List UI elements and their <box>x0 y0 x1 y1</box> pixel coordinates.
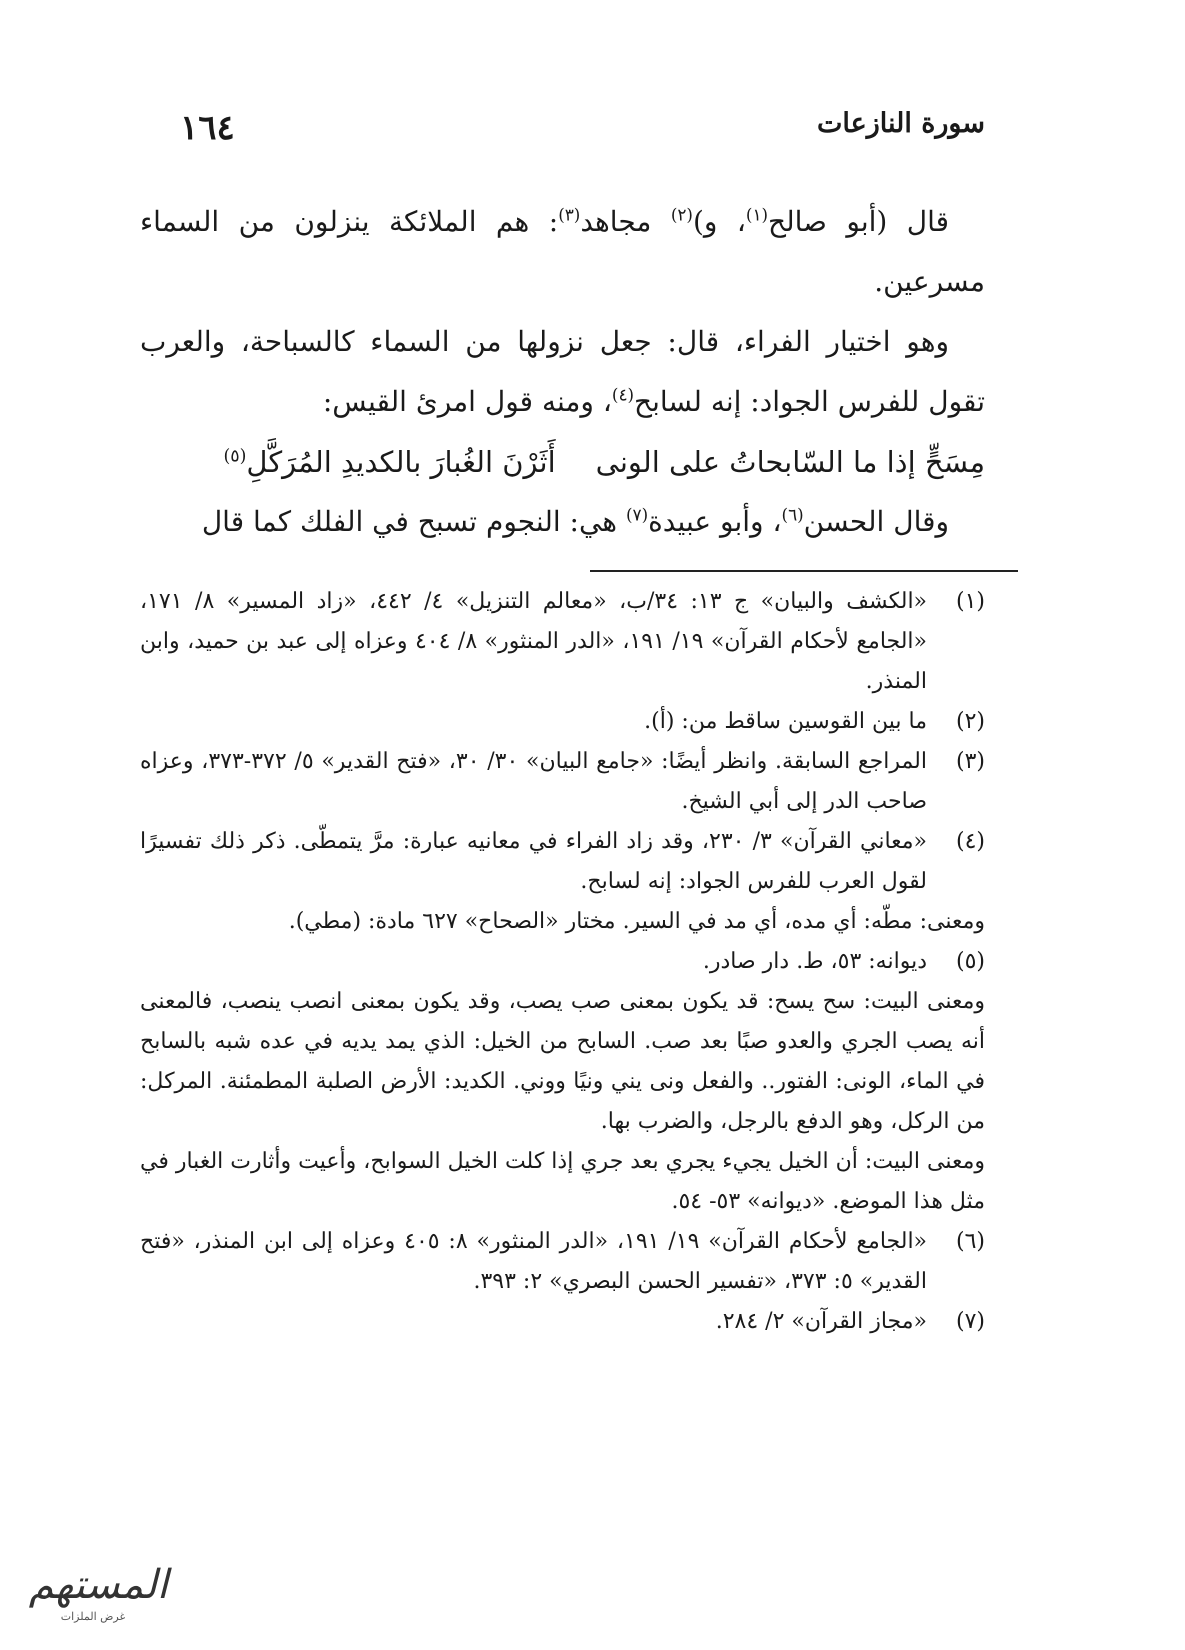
text-run: مجاهد <box>580 205 671 238</box>
text-run: أَثَرْنَ الغُبارَ بالكديدِ المُرَكَّلِ <box>246 445 556 479</box>
footnote-number: (١) <box>955 589 985 614</box>
text-run: : هم الملائكة ينزلون من السماء مسرعين. <box>140 205 985 298</box>
text-run: وهو اختيار الفراء، قال: جعل نزولها من السماء كالسباحة، والعرب تقول للفرس الجواد: إنه لسابح <box>140 325 985 418</box>
footnotes <box>140 582 985 1342</box>
footnote-number: (٦) <box>955 1229 985 1254</box>
text-run: ، ومنه قول امرئ القيس: <box>322 385 612 418</box>
footnote-text: «مجاز القرآن» ٢/ ٢٨٤. <box>715 1309 927 1334</box>
logo-caption: غرض الملزات <box>60 1610 126 1623</box>
verse-first-hemistich: مِسَحٍّ إذا ما السّابحاتُ على الونى <box>595 445 985 479</box>
text-run: قال (أبو صالح <box>768 205 950 238</box>
publisher-logo <box>18 1560 168 1630</box>
footnote-2 <box>140 702 985 742</box>
footnote-5-continuation-2: ومعنى البيت: أن الخيل يجيء يجري بعد جري إذا كلت الخيل السوابح، وأعيت وأثارت الغبار في مثل هذا الموضع. «ديوانه» ٥٣- ٥٤. <box>140 1149 985 1214</box>
text-run: ، وأبو عبيدة <box>648 505 782 538</box>
footnote-6 <box>140 1222 985 1302</box>
footnote-ref-7: (٧) <box>625 504 649 525</box>
footnote-4-continuation: ومعنى: مطّه: أي مده، أي مد في السير. مختار «الصحاح» ٦٢٧ مادة: (مطي). <box>288 909 985 934</box>
footnote-5-continuation-1: ومعنى البيت: سح يسح: قد يكون بمعنى صب يصب، وقد يكون بمعنى انصب ينصب، فالمعنى أنه يصب الجري والعدو صبًا بعد صب. السابح من الخيل: الذي يمد يديه في عده شبه بالسابح في الماء، الونى: الفتور.. والفعل ونى يني ونيًا ووني. الكديد: الأرض الصلبة المطمئنة. المركل: من الركل، وهو الدفع بالرجل، والضرب بها. <box>140 989 985 1134</box>
page-header <box>180 108 985 158</box>
footnote-text: المراجع السابقة. وانظر أيضًا: «جامع البيان» ٣٠/ ٣٠، «فتح القدير» ٥/ ٣٧٢-٣٧٣، وعزاه صاحب الدر إلى أبي الشيخ. <box>140 749 927 814</box>
footnote-4 <box>140 822 985 902</box>
paragraph-2 <box>140 312 985 432</box>
poetry-verse <box>140 432 985 492</box>
main-text <box>140 192 985 552</box>
footnote-text: «الجامع لأحكام القرآن» ١٩/ ١٩١، «الدر المنثور» ٨: ٤٠٥ وعزاه إلى ابن المنذر، «فتح القدير» ٥: ٣٧٣، «تفسير الحسن البصري» ٢: ٣٩٣. <box>140 1229 928 1294</box>
footnote-5 <box>140 942 985 982</box>
footnote-text: ديوانه: ٥٣، ط. دار صادر. <box>702 949 927 974</box>
running-title: سورة النازعات <box>816 108 985 139</box>
logo-calligraphy: المستهم <box>28 1562 168 1608</box>
footnote-text: «معاني القرآن» ٣/ ٢٣٠، وقد زاد الفراء في معانيه عبارة: مرَّ يتمطّى. ذكر ذلك تفسيرًا لقول العرب للفرس الجواد: إنه لسابح. <box>140 829 928 894</box>
footnote-number: (٧) <box>955 1309 985 1334</box>
verse-second-hemistich <box>223 432 555 492</box>
footnote-ref-5: (٥) <box>223 446 247 467</box>
text-run: ، و) <box>692 205 746 238</box>
footnote-1 <box>140 582 985 702</box>
footnote-ref-6: (٦) <box>781 504 804 525</box>
footnote-text: «الكشف والبيان» ج ١٣: ٣٤/ب، «معالم التنزيل» ٤/ ٤٤٢، «زاد المسير» ٨/ ١٧١، «الجامع لأحكام القرآن» ١٩/ ١٩١، «الدر المنثور» ٨/ ٤٠٤ وعزاه إلى عبد بن حميد، وابن المنذر. <box>140 589 928 694</box>
text-run: هي: النجوم تسبح في الفلك كما قال <box>201 505 626 538</box>
footnote-3 <box>140 742 985 822</box>
footnote-divider <box>590 570 1018 572</box>
footnote-number: (٢) <box>955 709 985 734</box>
footnote-ref-1: (١) <box>745 204 769 225</box>
footnote-7 <box>140 1302 985 1342</box>
footnote-number: (٥) <box>955 949 985 974</box>
paragraph-3 <box>140 492 985 552</box>
footnote-number: (٤) <box>955 829 985 854</box>
footnote-text: ما بين القوسين ساقط من: (أ). <box>644 709 927 734</box>
page-number: ١٦٤ <box>180 108 235 148</box>
footnote-ref-2: (٢) <box>670 204 693 225</box>
footnote-ref-4: (٤) <box>611 384 635 405</box>
footnote-ref-3: (٣) <box>558 204 581 225</box>
paragraph-1 <box>140 192 985 312</box>
footnote-number: (٣) <box>955 749 985 774</box>
text-run: وقال الحسن <box>803 505 949 538</box>
